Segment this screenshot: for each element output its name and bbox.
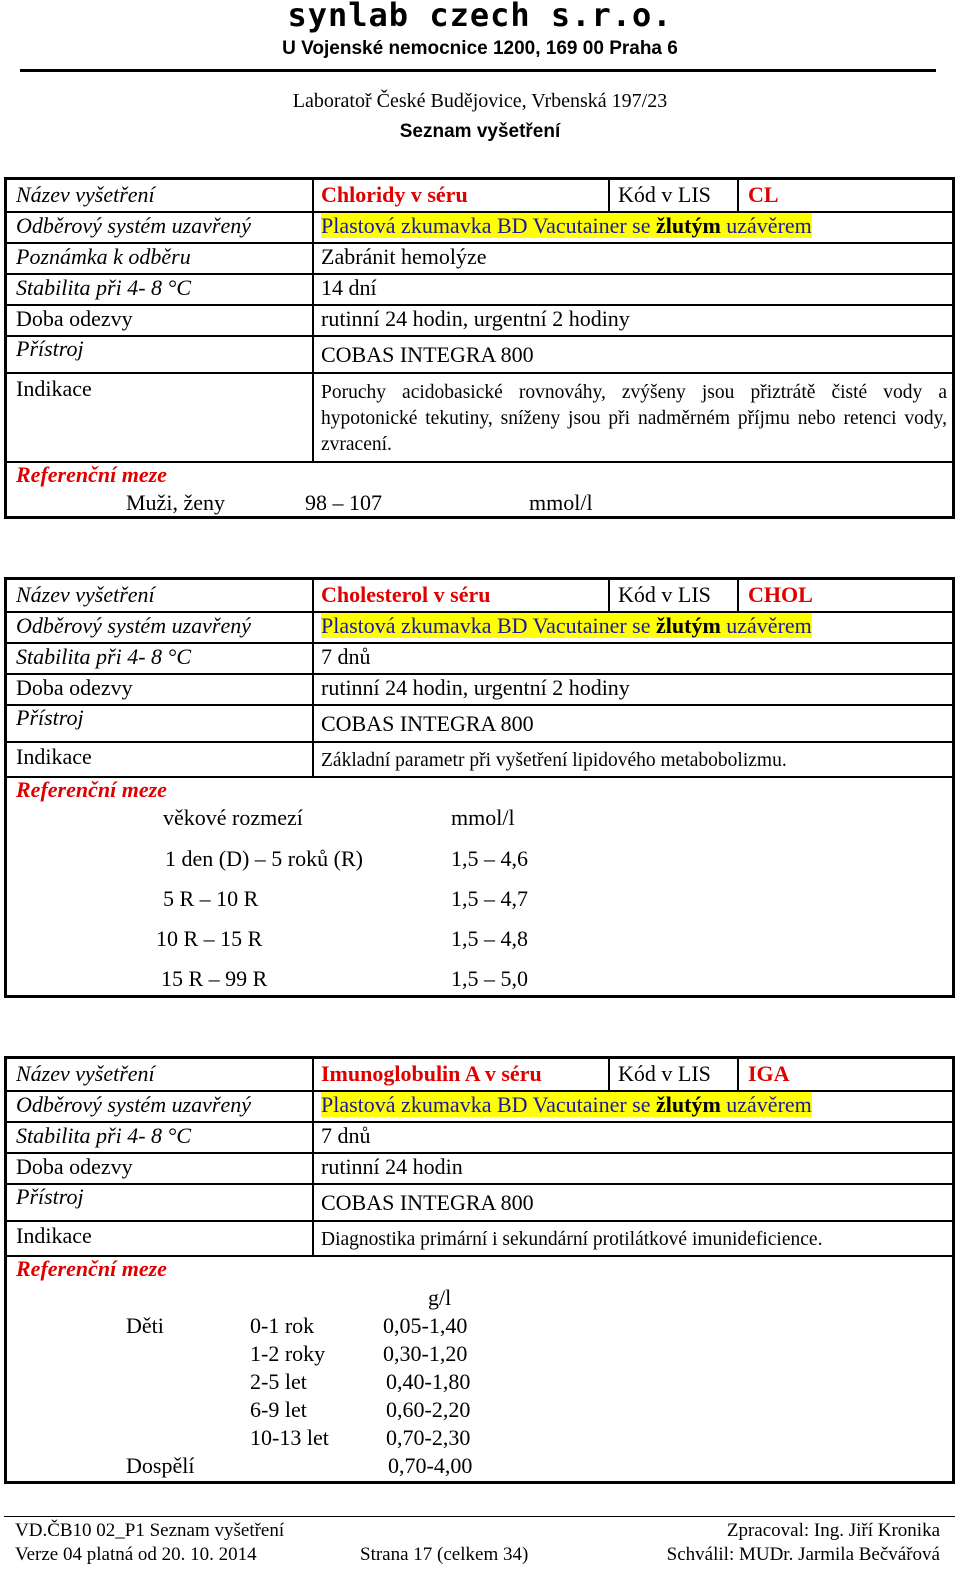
label-response-time: Doba odezvy — [16, 1154, 133, 1179]
ref-adults-label: Dospělí — [126, 1453, 195, 1478]
ref-col-age: věkové rozmezí — [163, 805, 303, 830]
test-name: Cholesterol v séru — [321, 582, 491, 607]
ref-range: 0,05-1,40 — [383, 1313, 468, 1338]
row-test-name — [7, 180, 952, 213]
response-time: rutinní 24 hodin — [321, 1154, 463, 1179]
label-device: Přístroj — [16, 1184, 84, 1209]
lis-code: CL — [748, 182, 779, 207]
ref-range: 1,5 – 4,8 — [451, 926, 528, 951]
ref-age: 2-5 let — [250, 1369, 307, 1394]
indication-text: Diagnostika primární i sekundární protilátkové imunideficience. — [321, 1229, 823, 1250]
ref-age: 15 R – 99 R — [161, 966, 268, 991]
ref-range: 1,5 – 4,7 — [451, 886, 528, 911]
label-lis-code: Kód v LIS — [618, 582, 711, 607]
response-time: rutinní 24 hodin, urgentní 2 hodiny — [321, 306, 630, 331]
row-collection-system — [7, 1090, 952, 1123]
collection-tube: Plastová zkumavka BD Vacutainer se žlutým uzávěrem — [321, 1092, 812, 1117]
footer-page: Strana 17 (celkem 34) — [360, 1544, 529, 1565]
ref-age: 5 R – 10 R — [163, 886, 259, 911]
footer-version: Verze 04 platná od 20. 10. 2014 — [15, 1544, 257, 1565]
row-indication — [7, 1220, 952, 1257]
label-device: Přístroj — [16, 336, 84, 361]
label-reference: Referenční meze — [16, 777, 167, 802]
test-name: Chloridy v séru — [321, 182, 468, 207]
collection-tube: Plastová zkumavka BD Vacutainer se žlutým uzávěrem — [321, 213, 812, 238]
label-reference: Referenční meze — [16, 1256, 167, 1281]
footer-divider — [4, 1516, 955, 1517]
row-reference — [7, 1255, 952, 1484]
row-device — [7, 335, 952, 374]
lis-code: IGA — [748, 1061, 790, 1086]
ref-age: 1 den (D) – 5 roků (R) — [165, 846, 363, 871]
ref-unit: g/l — [428, 1285, 452, 1310]
label-response-time: Doba odezvy — [16, 306, 133, 331]
label-collection-system: Odběrový systém uzavřený — [16, 213, 251, 238]
label-test-name: Název vyšetření — [16, 582, 155, 607]
label-test-name: Název vyšetření — [16, 1061, 155, 1086]
test-card-cholesterol — [4, 577, 955, 998]
label-stability: Stabilita při 4- 8 °C — [16, 275, 192, 300]
row-stability — [7, 273, 952, 306]
ref-range: 0,60-2,20 — [386, 1397, 471, 1422]
ref-age: 10 R – 15 R — [156, 926, 263, 951]
ref-range: 0,40-1,80 — [386, 1369, 471, 1394]
row-response-time — [7, 1152, 952, 1185]
row-test-name — [7, 580, 952, 613]
device-value: COBAS INTEGRA 800 — [321, 342, 534, 367]
response-time: rutinní 24 hodin, urgentní 2 hodiny — [321, 675, 630, 700]
label-device: Přístroj — [16, 705, 84, 730]
row-collection-note — [7, 242, 952, 275]
ref-age: 10-13 let — [250, 1425, 329, 1450]
label-collection-note: Poznámka k odběru — [16, 244, 191, 269]
footer-doc-id: VD.ČB10 02_P1 Seznam vyšetření — [15, 1520, 285, 1541]
ref-unit: mmol/l — [529, 490, 593, 515]
ref-age: 6-9 let — [250, 1397, 307, 1422]
ref-range: 98 – 107 — [305, 490, 382, 515]
indication-text: Základní parametr při vyšetření lipidového metabobolizmu. — [321, 750, 787, 771]
row-reference — [7, 776, 952, 998]
stability-value: 7 dnů — [321, 644, 371, 669]
ref-range: 1,5 – 5,0 — [451, 966, 528, 991]
indication-text: Poruchy acidobasické rovnováhy, zvýšeny jsou přiztrátě čisté vody a hypotonické tekutiny, sníženy jsou při nadměrném příjmu nebo retenci vody, zvracení. — [321, 382, 947, 455]
row-test-name — [7, 1059, 952, 1092]
ref-range: 0,70-4,00 — [388, 1453, 473, 1478]
label-lis-code: Kód v LIS — [618, 1061, 711, 1086]
row-response-time — [7, 673, 952, 706]
row-indication — [7, 741, 952, 778]
lis-code: CHOL — [748, 582, 813, 607]
ref-range: 0,70-2,30 — [386, 1425, 471, 1450]
company-address: U Vojenské nemocnice 1200, 169 00 Praha 6 — [282, 38, 678, 59]
label-indication: Indikace — [16, 744, 92, 769]
label-response-time: Doba odezvy — [16, 675, 133, 700]
test-name: Imunoglobulin A v séru — [321, 1061, 542, 1086]
label-indication: Indikace — [16, 376, 92, 401]
ref-col-unit: mmol/l — [451, 805, 515, 830]
label-reference: Referenční meze — [16, 462, 167, 487]
ref-children-label: Děti — [126, 1313, 164, 1338]
row-stability — [7, 1121, 952, 1154]
device-value: COBAS INTEGRA 800 — [321, 1190, 534, 1215]
label-stability: Stabilita při 4- 8 °C — [16, 1123, 192, 1148]
device-value: COBAS INTEGRA 800 — [321, 711, 534, 736]
label-stability: Stabilita při 4- 8 °C — [16, 644, 192, 669]
ref-age: 1-2 roky — [250, 1341, 326, 1366]
collection-note: Zabránit hemolýze — [321, 244, 487, 269]
ref-range: 0,30-1,20 — [383, 1341, 468, 1366]
stability-value: 14 dní — [321, 275, 377, 300]
footer-prepared-by: Zpracoval: Ing. Jiří Kronika — [726, 1520, 940, 1541]
test-card-iga — [4, 1056, 955, 1484]
label-indication: Indikace — [16, 1223, 92, 1248]
label-collection-system: Odběrový systém uzavřený — [16, 1092, 251, 1117]
row-response-time — [7, 304, 952, 337]
row-reference — [7, 461, 952, 519]
row-indication — [7, 372, 952, 463]
document-title: Seznam vyšetření — [399, 121, 561, 142]
lab-address: Laboratoř České Budějovice, Vrbenská 197/23 — [292, 90, 668, 112]
ref-range: 1,5 – 4,6 — [451, 846, 528, 871]
collection-tube: Plastová zkumavka BD Vacutainer se žlutým uzávěrem — [321, 613, 812, 638]
ref-group: Muži, ženy — [126, 490, 225, 515]
stability-value: 7 dnů — [321, 1123, 371, 1148]
row-collection-system — [7, 211, 952, 244]
company-name: synlab czech s.r.o. — [287, 0, 673, 34]
row-collection-system — [7, 611, 952, 644]
row-device — [7, 704, 952, 743]
label-lis-code: Kód v LIS — [618, 182, 711, 207]
header-divider — [20, 69, 936, 72]
row-device — [7, 1183, 952, 1222]
row-stability — [7, 642, 952, 675]
ref-age: 0-1 rok — [250, 1313, 315, 1338]
test-card-chloride — [4, 177, 955, 519]
label-test-name: Název vyšetření — [16, 182, 155, 207]
label-collection-system: Odběrový systém uzavřený — [16, 613, 251, 638]
footer-approved-by: Schválil: MUDr. Jarmila Bečvářová — [666, 1544, 940, 1565]
